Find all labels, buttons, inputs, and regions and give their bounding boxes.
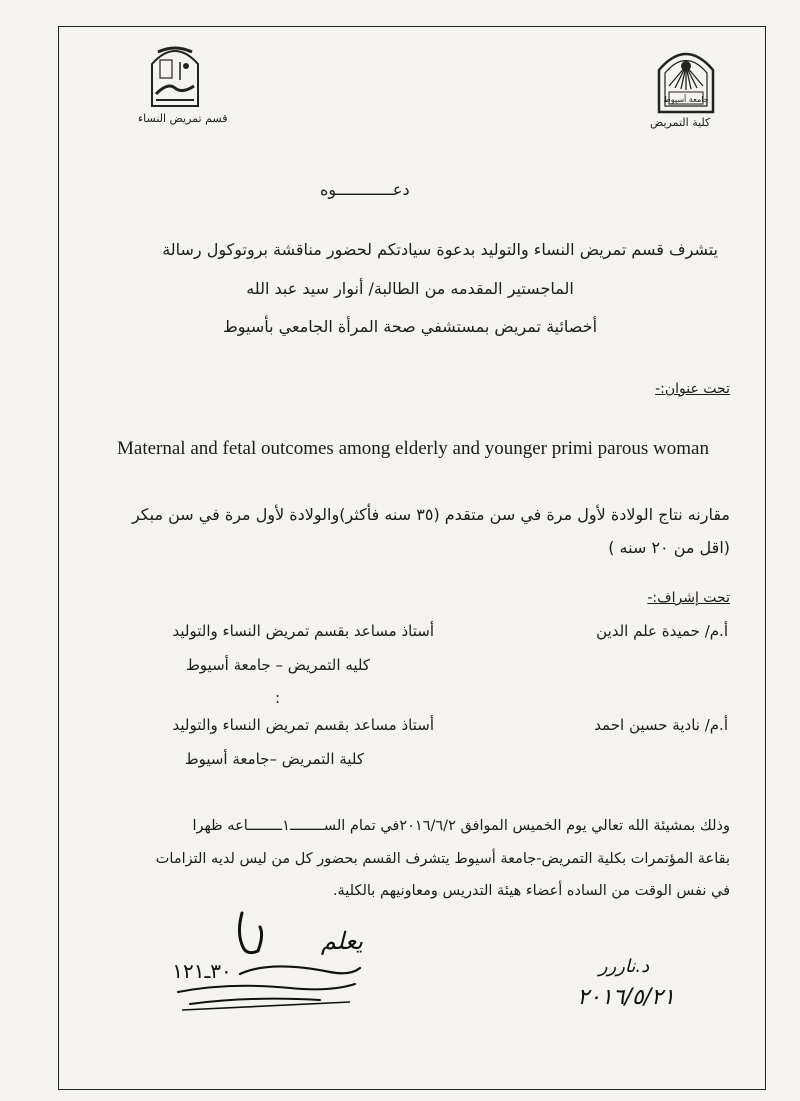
invitation-line-1: يتشرف قسم تمريض النساء والتوليد بدعوة سيادتكم لحضور مناقشة بروتوكول رسالة (162, 240, 718, 259)
supervisor-1-title: أستاذ مساعد بقسم تمريض النساء والتوليد (172, 622, 434, 640)
topic-label: تحت عنوان:- (655, 381, 730, 397)
thesis-arabic-title-line-2: (اقل من ٢٠ سنه ) (608, 538, 730, 557)
thesis-arabic-title-line-1: مقارنه نتاج الولادة لأول مرة في سن متقدم (٣٥ سنه فأكثر)والولادة لأول مرة في سن مبكر (131, 505, 730, 524)
handwritten-receipt-text: ٣٠ـ١٢١ (172, 959, 232, 983)
supervisor-1-name: أ.م/ حميدة علم الدين (596, 622, 728, 640)
supervisor-2-title: أستاذ مساعد بقسم تمريض النساء والتوليد (172, 716, 434, 734)
handwritten-date: ٢٠١٦/٥/٢١ (577, 985, 675, 1010)
document-border (58, 26, 766, 1090)
supervision-label: تحت إشراف:- (647, 590, 730, 606)
invitation-title: دعــــــــــــوه (320, 180, 410, 199)
supervisor-1-affiliation: كليه التمريض – جامعة أسيوط (185, 656, 370, 674)
faculty-of-nursing-caption: كلية التمريض (650, 116, 711, 129)
separator-colon: : (275, 689, 281, 707)
womens-nursing-department-logo (148, 42, 202, 110)
emblem-text: جامعة أسيوط (663, 95, 709, 104)
faculty-of-nursing-logo (655, 40, 717, 114)
womens-nursing-department-caption: قسم تمريض النساء (138, 112, 228, 125)
supervisor-2-affiliation: كلية التمريض –جامعة أسيوط (184, 750, 364, 768)
invitation-line-3: أخصائية تمريض بمستشفي صحة المرأة الجامعي بأسيوط (222, 317, 598, 336)
handwritten-signature-left (170, 952, 370, 1020)
closing-line-2: بقاعة المؤتمرات بكلية التمريض-جامعة أسيوط يتشرف القسم بحضور كل من ليس لديه التزامات (155, 851, 730, 867)
handwritten-note-text: يعلم (320, 927, 364, 955)
supervisor-2-name: أ.م/ نادية حسين احمد (594, 716, 728, 734)
handwritten-signature-right (560, 950, 700, 1018)
closing-line-3: في نفس الوقت من الساده أعضاء هيئة التدريس ومعاونيهم بالكلية. (332, 883, 730, 899)
handwritten-right-line: د.ناررر (598, 956, 650, 977)
womens-nursing-department-emblem-icon (148, 42, 202, 110)
faculty-of-nursing-emblem-icon (655, 40, 717, 114)
thesis-english-title: Maternal and fetal outcomes among elderly and younger primi parous woman (117, 438, 709, 459)
invitation-line-2: الماجستير المقدمه من الطالبة/ أنوار سيد عبد الله (246, 279, 574, 298)
closing-line-1: وذلك بمشيئة الله تعالي يوم الخميس الموافق ٢٠١٦/٦/٢في تمام الســــــــ١ــــــــاعه ظهرا (192, 818, 730, 834)
